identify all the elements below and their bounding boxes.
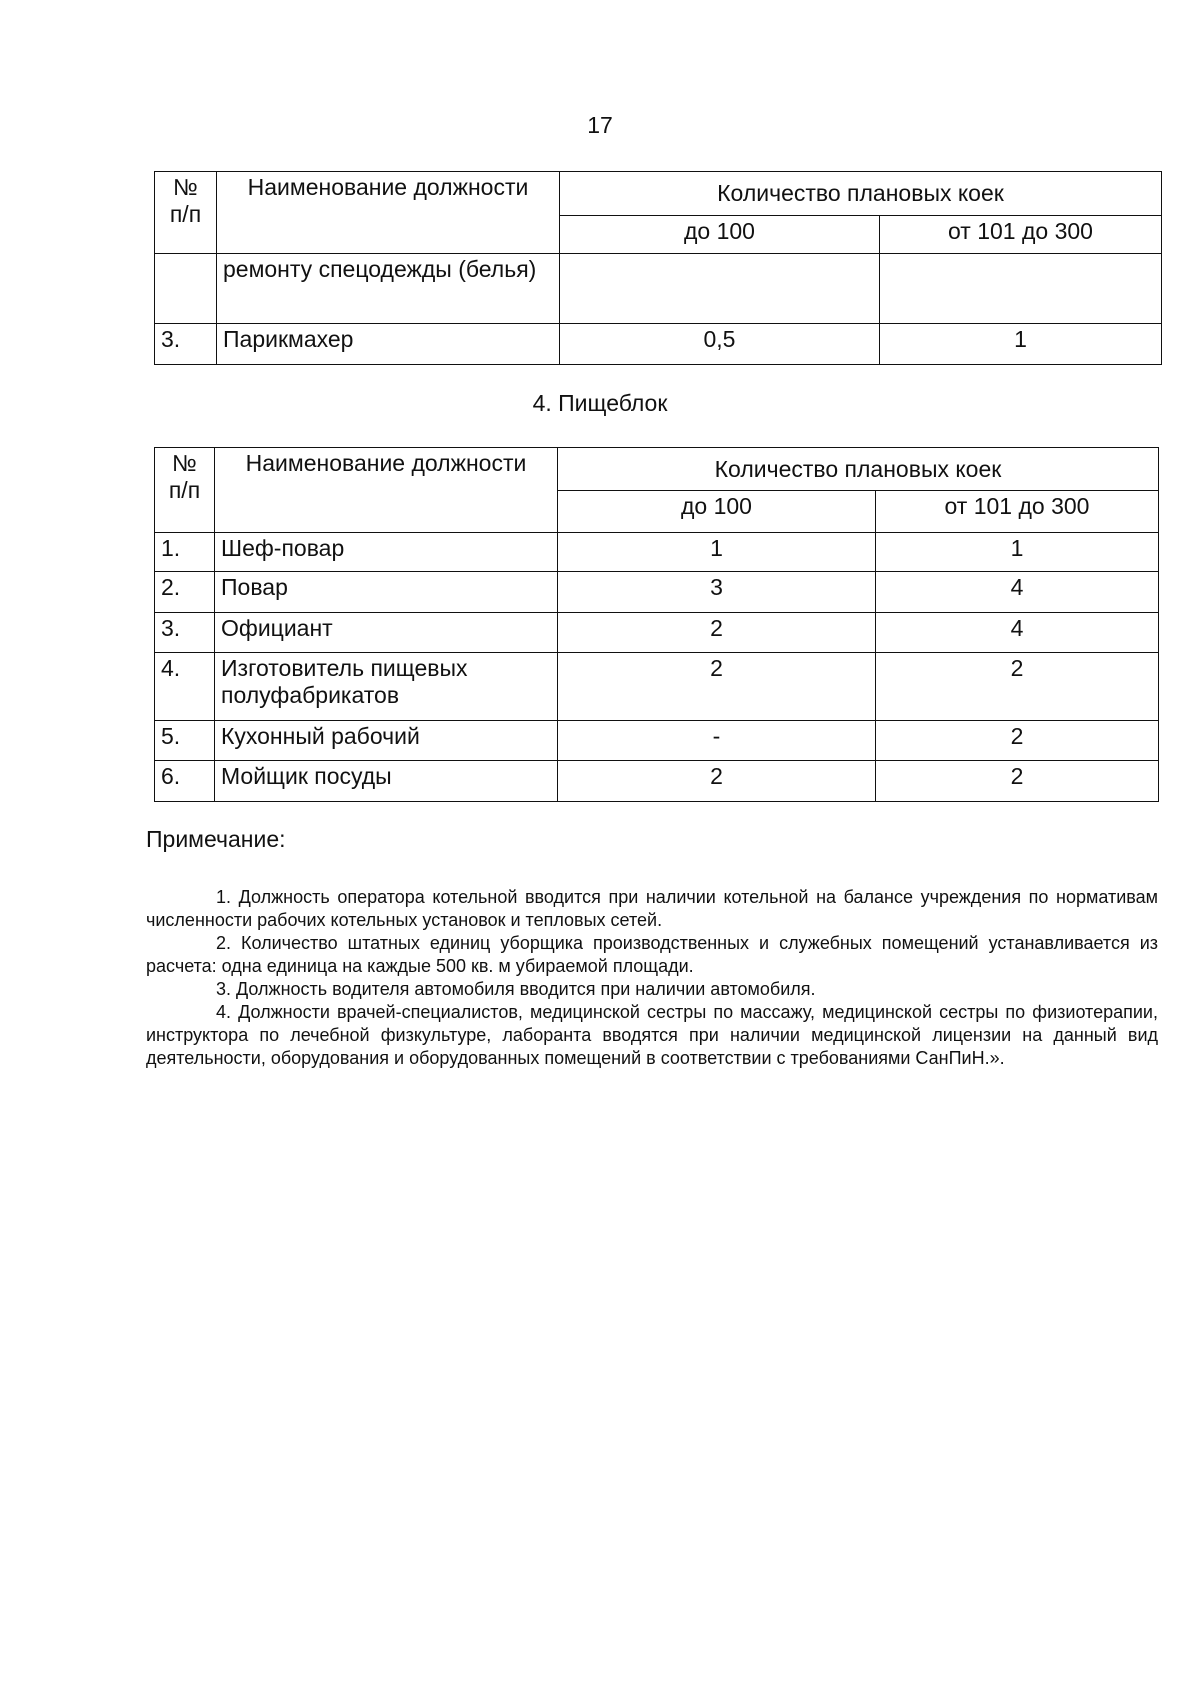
header-col2: от 101 до 300 bbox=[876, 491, 1159, 533]
row-value-2: 1 bbox=[876, 533, 1159, 572]
row-value-2: 4 bbox=[876, 572, 1159, 613]
row-num: 1. bbox=[155, 533, 215, 572]
row-num bbox=[155, 254, 217, 324]
row-num: 5. bbox=[155, 721, 215, 761]
table-row bbox=[155, 254, 1162, 324]
table-row bbox=[155, 653, 1159, 721]
header-col1: до 100 bbox=[560, 216, 880, 254]
page-number: 17 bbox=[587, 112, 613, 138]
row-value-1 bbox=[560, 254, 880, 324]
row-value-2: 2 bbox=[876, 721, 1159, 761]
row-num: 2. bbox=[155, 572, 215, 613]
header-col2: от 101 до 300 bbox=[880, 216, 1162, 254]
table-row bbox=[155, 761, 1159, 802]
note-title: Примечание: bbox=[146, 826, 286, 852]
table-row bbox=[155, 324, 1162, 365]
header-beds: Количество плановых коек bbox=[558, 448, 1159, 491]
row-value-1: 2 bbox=[558, 761, 876, 802]
table-row bbox=[155, 533, 1159, 572]
header-num: № п/п bbox=[155, 448, 215, 533]
row-value-2: 1 bbox=[880, 324, 1162, 365]
row-name: Изготовитель пищевых полуфабрикатов bbox=[215, 653, 558, 721]
note-item: 4. Должности врачей-специалистов, медицинской сестры по массажу, медицинской сестры по физиотерапии, инструктора по лечебной физкультуре, лаборанта вводятся при наличии медицинской лицензии на данный вид деятельности, оборудования и оборудованных помещений в соответствии с требованиями СанПиН.». bbox=[146, 1002, 1158, 1068]
row-num: 3. bbox=[155, 324, 217, 365]
note-item: 2. Количество штатных единиц уборщика производственных и служебных помещений устанавливается из расчета: одна единица на каждые 500 кв. м убираемой площади. bbox=[146, 933, 1158, 976]
table-row bbox=[155, 572, 1159, 613]
table-row bbox=[155, 613, 1159, 653]
header-num: № п/п bbox=[155, 172, 217, 254]
row-value-2 bbox=[880, 254, 1162, 324]
row-name: Повар bbox=[215, 572, 558, 613]
row-name: ремонту спецодежды (белья) bbox=[217, 254, 560, 324]
kitchen-staff-table bbox=[154, 447, 1159, 802]
row-name: Кухонный рабочий bbox=[215, 721, 558, 761]
note-item: 3. Должность водителя автомобиля вводится при наличии автомобиля. bbox=[216, 979, 816, 999]
row-value-2: 2 bbox=[876, 653, 1159, 721]
staff-table-continued bbox=[154, 171, 1162, 365]
row-value-1: 2 bbox=[558, 653, 876, 721]
row-value-1: 0,5 bbox=[560, 324, 880, 365]
header-name: Наименование должности bbox=[215, 448, 558, 533]
note-item: 1. Должность оператора котельной вводится при наличии котельной на балансе учреждения по нормативам численности рабочих котельных установок и тепловых сетей. bbox=[146, 887, 1158, 930]
row-value-2: 4 bbox=[876, 613, 1159, 653]
row-name: Шеф-повар bbox=[215, 533, 558, 572]
row-value-1: 2 bbox=[558, 613, 876, 653]
notes bbox=[146, 886, 1158, 1070]
header-col1: до 100 bbox=[558, 491, 876, 533]
row-value-1: 1 bbox=[558, 533, 876, 572]
row-value-1: - bbox=[558, 721, 876, 761]
header-name: Наименование должности bbox=[217, 172, 560, 254]
row-name: Парикмахер bbox=[217, 324, 560, 365]
row-value-2: 2 bbox=[876, 761, 1159, 802]
row-name: Официант bbox=[215, 613, 558, 653]
table-row bbox=[155, 721, 1159, 761]
row-value-1: 3 bbox=[558, 572, 876, 613]
header-beds: Количество плановых коек bbox=[560, 172, 1162, 216]
row-num: 4. bbox=[155, 653, 215, 721]
section-title: 4. Пищеблок bbox=[532, 390, 668, 416]
row-num: 6. bbox=[155, 761, 215, 802]
row-num: 3. bbox=[155, 613, 215, 653]
row-name: Мойщик посуды bbox=[215, 761, 558, 802]
